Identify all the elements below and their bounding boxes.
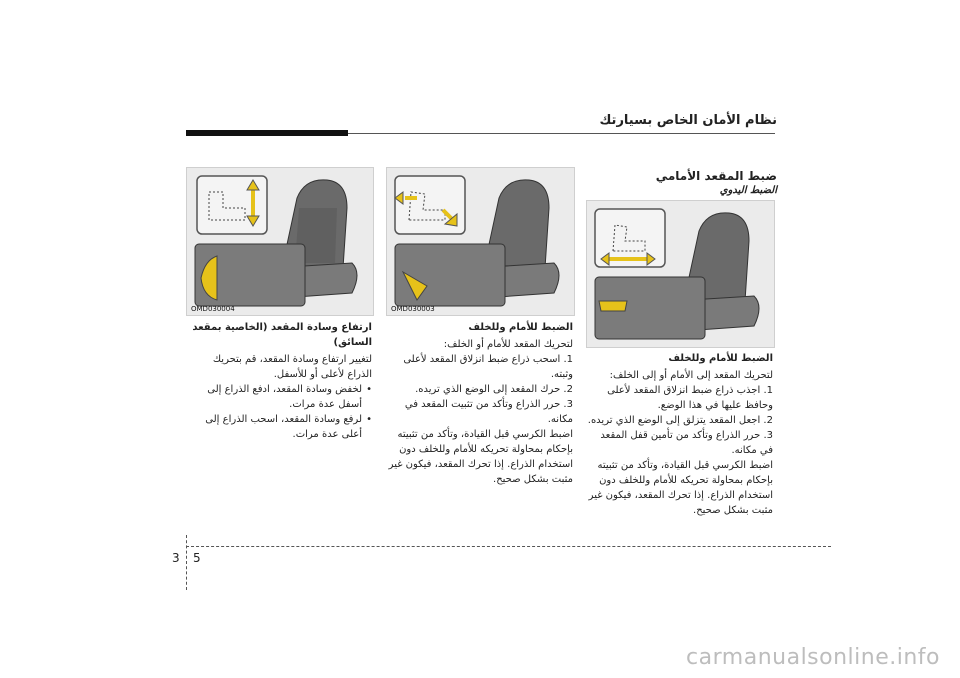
section-heading: ضبط المقعد الأمامي bbox=[655, 169, 777, 183]
middle-step-1: 1. اسحب ذراع ضبط انزلاق المقعد لأعلى وثبته. bbox=[403, 354, 573, 380]
figure-code-left: OMD030004 bbox=[191, 305, 235, 313]
right-intro: لتحريك المقعد إلى الأمام أو إلى الخلف: bbox=[609, 370, 773, 381]
right-note: اضبط الكرسي قبل القيادة، وتأكد من تثبيته بإحكام بمحاولة تحريكه للأمام وللخلف دون استخدام الذراع. إذا تحرك المقعد، فيكون غير مثبت بشكل صحيح. bbox=[588, 460, 773, 516]
seat-fore-aft-illustration bbox=[587, 201, 774, 347]
figure-seat-height bbox=[186, 167, 374, 316]
page-number-chapter: 3 bbox=[172, 551, 180, 565]
right-step-2: 2. اجعل المقعد يتزلق إلى الوضع الذي تريده. bbox=[587, 415, 773, 426]
middle-note: اضبط الكرسي قبل القيادة، وتأكد من تثبيته بإحكام بمحاولة تحريكه للأمام وللخلف دون استخدام الذراع. إذا تحرك المقعد، فيكون غير مثبت بشكل صحيح. bbox=[388, 429, 573, 485]
footer-tick bbox=[186, 535, 187, 590]
footer-rule bbox=[186, 546, 831, 547]
left-column bbox=[186, 320, 372, 442]
middle-step-2: 2. حرك المقعد إلى الوضع الذي تريده. bbox=[415, 384, 573, 395]
middle-column bbox=[386, 320, 573, 487]
seat-slide-illustration bbox=[387, 168, 574, 315]
seat-height-illustration bbox=[187, 168, 373, 315]
header-title: نظام الأمان الخاص بسيارتك bbox=[599, 113, 777, 128]
right-step-1: 1. اجذب ذراع ضبط انزلاق المقعد لأعلى وحافظ عليها في هذا الوضع. bbox=[607, 385, 773, 411]
right-column bbox=[586, 351, 773, 518]
figure-seat-slide bbox=[586, 200, 775, 348]
middle-step-3: 3. حرر الذراع وتأكد من تثبيت المقعد في مكانه. bbox=[404, 399, 573, 425]
watermark: carmanualsonline.info bbox=[686, 645, 940, 670]
right-heading: الضبط للأمام وللخلف bbox=[668, 353, 773, 364]
section-subheading: الضبط اليدوي bbox=[719, 185, 777, 196]
left-intro: لتغيير ارتفاع وسادة المقعد، قم بتحريك الذراع لأعلى أو للأسفل. bbox=[212, 354, 372, 380]
left-bullets bbox=[186, 382, 372, 442]
left-heading: ارتفاع وسادة المقعد (الخاصية بمقعد السائق) bbox=[192, 322, 372, 348]
page-number-page: 5 bbox=[193, 551, 201, 565]
figure-seat-recline bbox=[386, 167, 575, 316]
left-bullet-2: • لرفع وسادة المقعد، اسحب الذراع إلى أعلى عدة مرات. bbox=[186, 412, 362, 442]
middle-intro: لتحريك المقعد للأمام أو الخلف: bbox=[443, 339, 573, 350]
left-bullet-1: • لخفض وسادة المقعد، ادفع الذراع إلى أسفل عدة مرات. bbox=[186, 382, 362, 412]
middle-heading: الضبط للأمام وللخلف bbox=[468, 322, 573, 333]
header-bar bbox=[186, 130, 348, 136]
right-step-3: 3. حرر الذراع وتأكد من تأمين قفل المقعد في مكانه. bbox=[600, 430, 773, 456]
header-rule bbox=[347, 133, 775, 134]
figure-code-middle: OMD030003 bbox=[391, 305, 435, 313]
